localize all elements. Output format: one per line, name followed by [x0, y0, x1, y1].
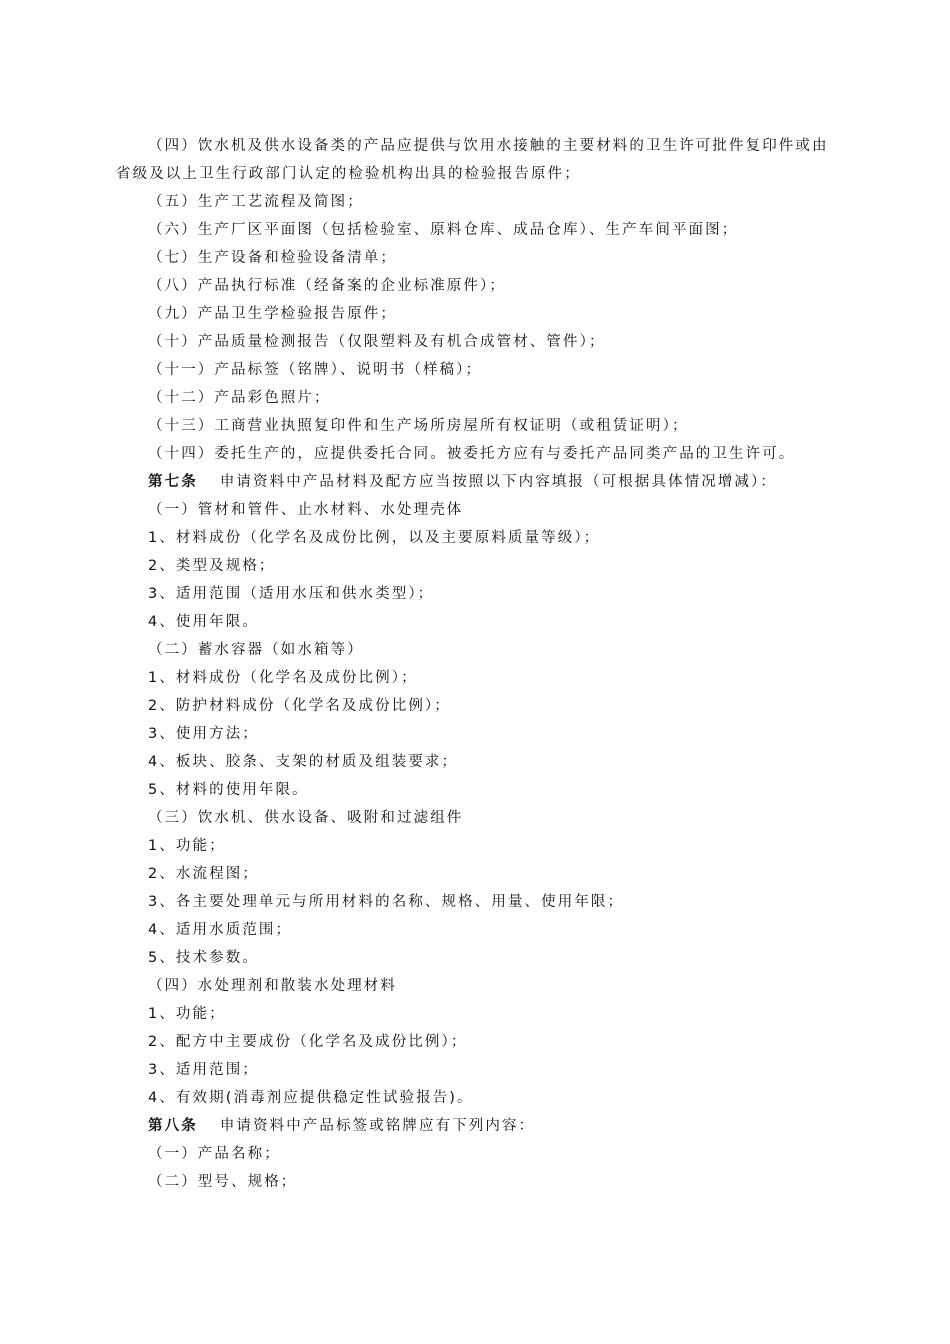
text-line: 2、类型及规格； [148, 558, 276, 574]
text-line: 4、适用水质范围； [148, 922, 293, 938]
text-line: （一）产品名称； [148, 1146, 281, 1162]
text-line: （二）型号、规格； [148, 1174, 298, 1190]
text-line: 3、使用方法； [148, 726, 259, 742]
article-8-label: 第八条 [148, 1118, 198, 1134]
text-line: （四）饮水机及供水设备类的产品应提供与饮用水接触的主要材料的卫生许可批件复印件或由 [148, 138, 829, 154]
text-line: （五）生产工艺流程及简图； [148, 194, 364, 210]
text-line: 4、使用年限。 [148, 614, 259, 630]
article-8-heading [148, 1116, 535, 1136]
text-line: 4、有效期(消毒剂应提供稳定性试验报告)。 [148, 1090, 474, 1106]
text-line: （二）蓄水容器（如水箱等） [148, 642, 364, 658]
text-line: 3、适用范围（适用水压和供水类型）； [148, 586, 435, 602]
text-line: （十一）产品标签（铭牌）、说明书（样稿）； [148, 362, 483, 378]
article-8-text: 申请资料中产品标签或铭牌应有下列内容： [219, 1118, 536, 1134]
text-line: 省级及以上卫生行政部门认定的检验机构出具的检验报告原件； [116, 166, 581, 182]
text-line: 5、技术参数。 [148, 950, 259, 966]
text-line: （四）水处理剂和散装水处理材料 [148, 978, 397, 994]
text-line: 1、材料成份（化学名及成份比例）； [148, 670, 418, 686]
text-line: 5、材料的使用年限。 [148, 782, 309, 798]
text-line: （七）生产设备和检验设备清单； [148, 250, 397, 266]
text-line: 1、材料成份（化学名及成份比例，以及主要原料质量等级）； [148, 530, 601, 546]
text-line: （一）管材和管件、止水材料、水处理壳体 [148, 502, 464, 518]
text-line: （六）生产厂区平面图（包括检验室、原料仓库、成品仓库）、生产车间平面图； [148, 222, 739, 238]
text-line: （十）产品质量检测报告（仅限塑料及有机合成管材、管件）； [148, 334, 606, 350]
text-line: 2、防护材料成份（化学名及成份比例）； [148, 698, 451, 714]
text-line: 1、功能； [148, 838, 226, 854]
text-line: 2、配方中主要成份（化学名及成份比例）； [148, 1034, 468, 1050]
text-line: （三）饮水机、供水设备、吸附和过滤组件 [148, 810, 464, 826]
text-line: （八）产品执行标准（经备案的企业标准原件）； [148, 278, 506, 294]
text-line: 3、适用范围； [148, 1062, 259, 1078]
article-7-heading [148, 472, 777, 492]
text-line: （十二）产品彩色照片； [148, 390, 331, 406]
text-line: 1、功能； [148, 1006, 226, 1022]
text-line: 4、板块、胶条、支架的材质及组装要求； [148, 754, 459, 770]
article-7-text: 申请资料中产品材料及配方应当按照以下内容填报（可根据具体情况增减）： [219, 474, 777, 490]
article-7-label: 第七条 [148, 474, 198, 490]
text-line: 2、水流程图； [148, 866, 259, 882]
text-line: （十三）工商营业执照复印件和生产场所房屋所有权证明（或租赁证明）； [148, 418, 689, 434]
text-line: 3、各主要处理单元与所用材料的名称、规格、用量、使用年限； [148, 894, 625, 910]
text-line: （九）产品卫生学检验报告原件； [148, 306, 397, 322]
text-line: （十四）委托生产的，应提供委托合同。被委托方应有与委托产品同类产品的卫生许可。 [148, 446, 796, 462]
